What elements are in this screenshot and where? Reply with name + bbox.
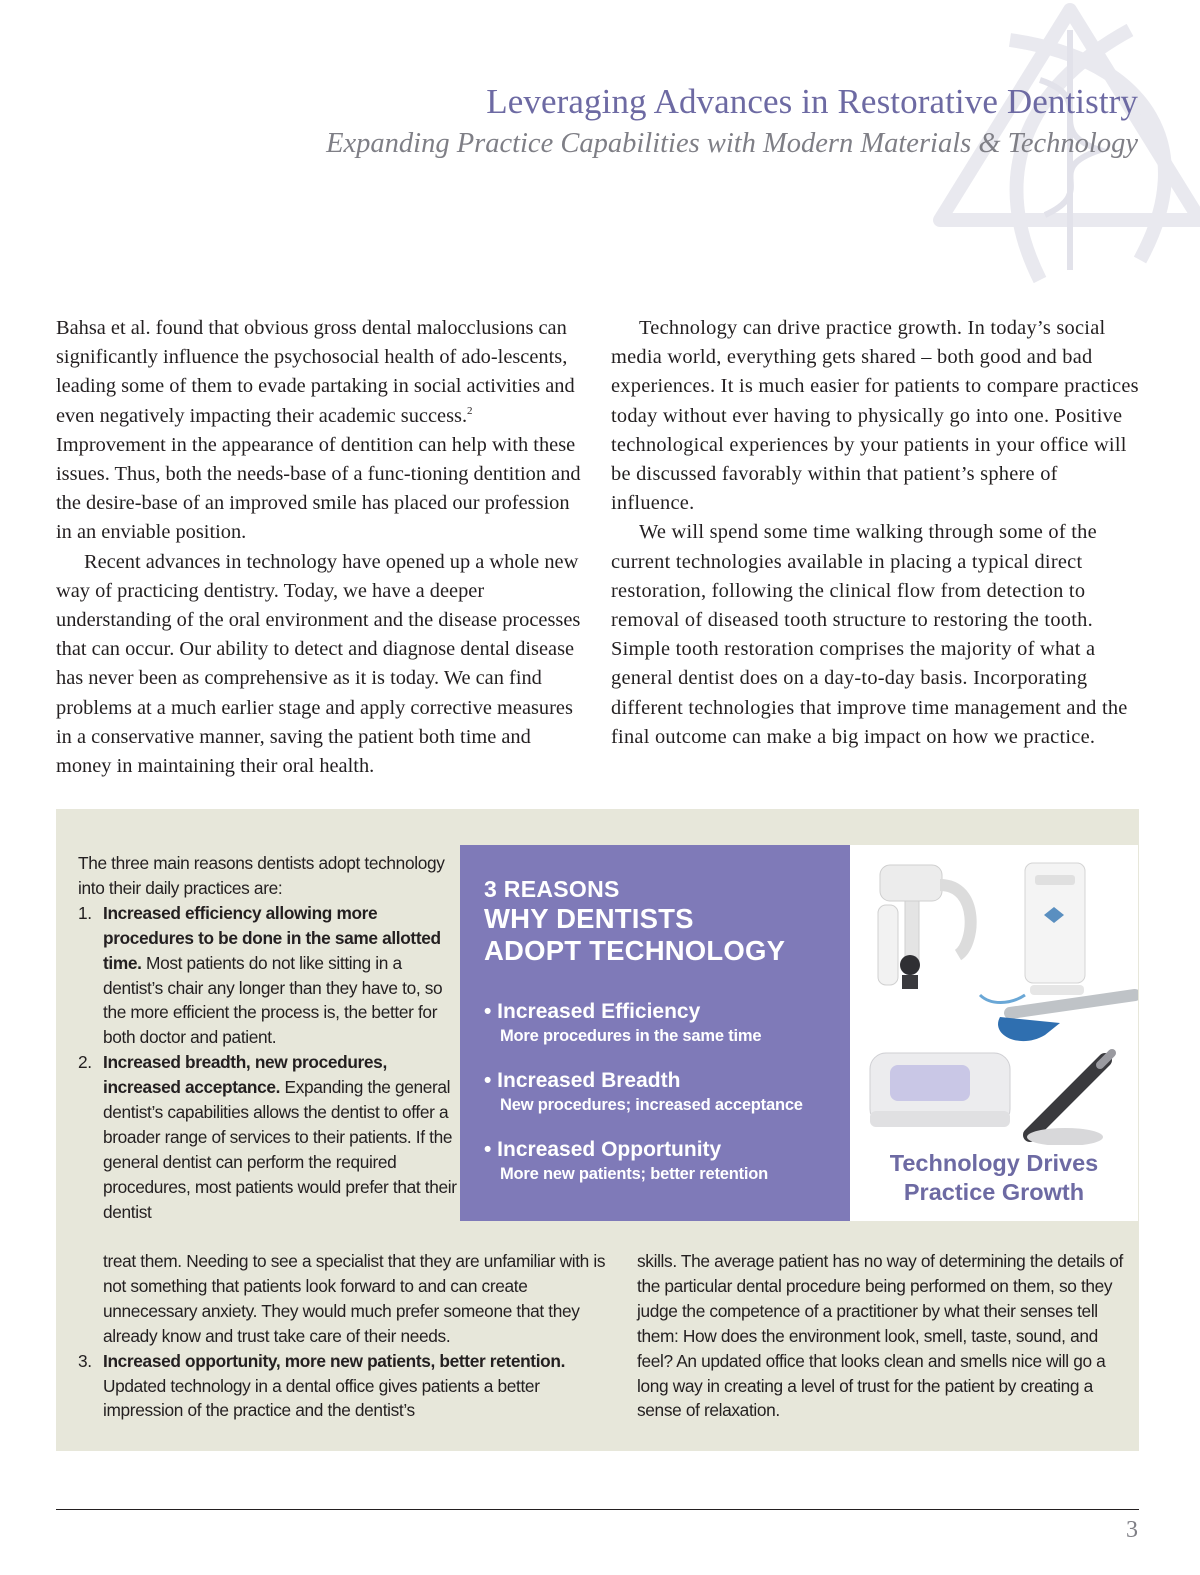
image-caption: Technology Drives Practice Growth: [889, 1150, 1099, 1205]
citation-ref: 2: [467, 404, 473, 417]
laser-cart-icon: [980, 863, 1085, 1003]
reason-item: • Increased Opportunity More new patients; better retention: [484, 1138, 769, 1183]
page-title: Leveraging Advances in Restorative Dentistry: [486, 82, 1138, 121]
page-header: [326, 80, 1138, 164]
sidebar-intro: The three main reasons dentists adopt technology into their daily practices are:: [78, 853, 445, 898]
sidebar-list-continued: [78, 1249, 623, 1423]
sidebar-list: [78, 851, 458, 1225]
sidebar-box: [56, 809, 1139, 1451]
footer-divider: [56, 1509, 1139, 1510]
list-item: 1. Increased efficiency allowing more procedures to be done in the same allotted time. Most patients do not like sitting in a dentist’s chair any longer than they have to, so the more efficient the process is, the better for both doctor and patient.: [78, 902, 443, 1048]
list-item-continued: treat them. Needing to see a specialist that they are unfamiliar with is not something that patients look forward to and can create unnecessary anxiety. They would much prefer someone that they already know and trust take care of their needs.: [103, 1251, 606, 1346]
dental-technology-image: [850, 845, 1138, 1221]
list-item: 2. Increased breadth, new procedures, increased acceptance. Expanding the general dentist’s capabilities allows the dentist to offer a broader range of services to their patients. If the general dentist can perform the required procedures, most patients would prefer that their dentist: [78, 1052, 457, 1222]
dental-equipment-illustration: [850, 845, 1138, 1145]
page-subtitle: Expanding Practice Capabilities with Modern Materials & Technology: [326, 128, 1138, 159]
page-number: 3: [1126, 1517, 1138, 1543]
milling-machine-icon: [870, 1053, 1010, 1127]
handpiece-icon: [998, 995, 1135, 1041]
body-paragraph: Bahsa et al. found that obvious gross dental malocclusions can significantly influence the psychosocial health of ado-lescents, leading some of them to evade partaking in social activities and even negatively impacting their academic success.$^2$ Improvement in the appearance of dentition can help with these issues. Thus, both the needs-base of a func-tioning dentition and the desire-base of an improved smile has placed our profession in an enviable position.: [56, 317, 581, 544]
body-column-right: [611, 314, 1143, 752]
list-item: 3. Increased opportunity, more new patients, better retention. Updated technology in a dental office gives patients a better impression of the practice and the dentist’s: [78, 1350, 566, 1421]
xray-unit-icon: [878, 865, 971, 989]
body-column-left: [56, 314, 586, 781]
callout-heading: 3 REASONS WHY DENTISTS ADOPT TECHNOLOGY: [484, 876, 786, 966]
body-paragraph: Technology can drive practice growth. In today’s social media world, everything gets shared – both good and bad experiences. It is much easier for patients to compare practices today without ever having to physically go into one. Positive technological experiences by your patients in your office will be discussed favorably within that patient’s sphere of influence.: [611, 317, 1139, 515]
reason-item: • Increased Efficiency More procedures in the same time: [484, 1000, 762, 1045]
reasons-callout: [460, 845, 850, 1221]
reason-item: • Increased Breadth New procedures; increased acceptance: [484, 1069, 803, 1114]
body-paragraph: Recent advances in technology have opened up a whole new way of practicing dentistry. Today, we have a deeper understanding of the oral environment and the disease processes that can occur. Our ability to detect and diagnose dental disease has never been as comprehensive as it is today. We can find problems at a much earlier stage and apply corrective measures in a conservative manner, saving the patient both time and money in maintaining their oral health.: [56, 550, 581, 778]
body-paragraph: We will spend some time walking through some of the current technologies available in placing a typical direct restoration, following the clinical flow from detection to removal of diseased tooth structure to restoring the tooth. Simple tooth restoration comprises the majority of what a general dentist does on a day-to-day basis. Incorporating different technologies that improve time management and the final outcome can make a big impact on how we practice.: [611, 521, 1128, 748]
intraoral-scanner-icon: [1027, 1053, 1112, 1145]
sidebar-text-continued: skills. The average patient has no way of determining the details of the particular dental procedure being performed on them, so they judge the competence of a practitioner by what their senses tell them: How does the environment look, smell, taste, sound, and feel? An updated office that looks clean and smells nice will go a long way in creating a level of trust for the patient by creating a sense of relaxation.: [637, 1251, 1123, 1421]
